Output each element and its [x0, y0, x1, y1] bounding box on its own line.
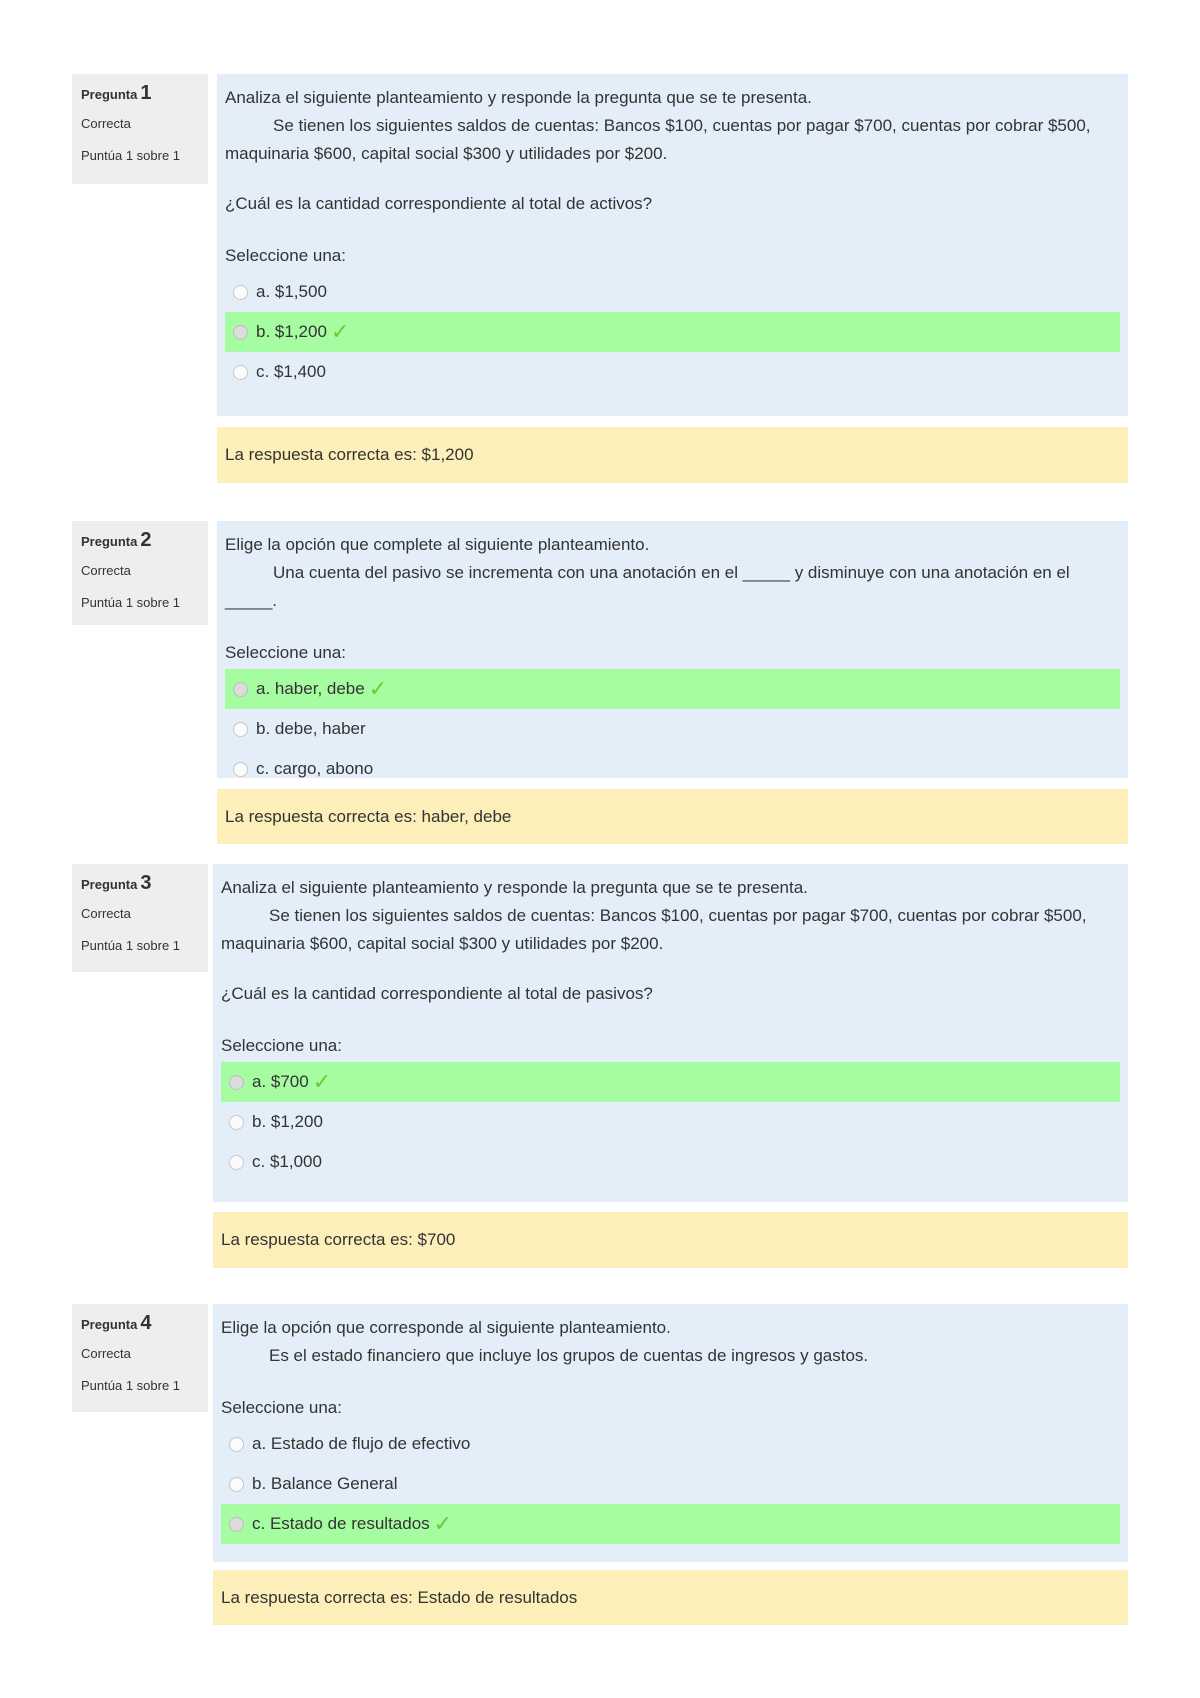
question-grade: Puntúa 1 sobre 1 [81, 148, 181, 163]
question-text: ¿Cuál es la cantidad correspondiente al total de pasivos? [221, 984, 653, 1003]
option-label: c. cargo, abono [256, 759, 374, 778]
radio-icon[interactable] [229, 1075, 244, 1090]
answer-option-correct[interactable] [225, 312, 1120, 352]
answer-option-correct[interactable] [225, 669, 1120, 709]
question-label: Pregunta [81, 1317, 138, 1332]
question-statement: Se tienen los siguientes saldos de cuentas: Bancos $100, cuentas por pagar $700, cuentas por cobrar $500, maquinaria $600, capital social $300 y utilidades por $200. [221, 906, 1087, 953]
question-number: 1 [140, 82, 152, 104]
answer-option[interactable] [225, 709, 1120, 749]
question-label: Pregunta [81, 87, 138, 102]
answer-option[interactable] [225, 272, 1120, 312]
checkmark-icon: ✓ [330, 319, 350, 344]
answer-option[interactable] [225, 352, 1120, 392]
checkmark-icon: ✓ [312, 1069, 332, 1094]
answer-option[interactable] [221, 1464, 1120, 1504]
answer-option[interactable] [221, 1142, 1120, 1182]
question-formulation [213, 1304, 1128, 1562]
radio-icon[interactable] [229, 1437, 244, 1452]
answer-option[interactable] [221, 1424, 1120, 1464]
option-label: a. haber, debe [256, 679, 365, 698]
answer-option-correct[interactable] [221, 1062, 1120, 1102]
question-title [81, 1312, 199, 1336]
question-grade: Puntúa 1 sobre 1 [81, 938, 181, 953]
select-prompt: Seleccione una: [225, 246, 346, 265]
question-formulation [217, 521, 1128, 778]
radio-icon[interactable] [233, 365, 248, 380]
answer-option[interactable] [225, 749, 1120, 789]
question-grade: Puntúa 1 sobre 1 [81, 1378, 181, 1393]
checkmark-icon: ✓ [433, 1511, 453, 1536]
correct-answer-feedback: La respuesta correcta es: $700 [213, 1212, 1128, 1268]
question-grade: Puntúa 1 sobre 1 [81, 595, 181, 610]
question-number: 4 [140, 1312, 152, 1334]
checkmark-icon: ✓ [368, 676, 388, 701]
question-state: Correcta [81, 563, 131, 578]
question-title [81, 872, 199, 896]
correct-answer-feedback: La respuesta correcta es: Estado de resultados [213, 1570, 1128, 1625]
question-statement: Se tienen los siguientes saldos de cuentas: Bancos $100, cuentas por pagar $700, cuentas por cobrar $500, maquinaria $600, capital social $300 y utilidades por $200. [225, 116, 1091, 163]
answer-options [225, 272, 1120, 392]
correct-answer-feedback: La respuesta correcta es: haber, debe [217, 789, 1128, 844]
question-intro: Elige la opción que complete al siguiente planteamiento. [225, 535, 650, 554]
question-label: Pregunta [81, 534, 138, 549]
question-intro: Elige la opción que corresponde al siguiente planteamiento. [221, 1318, 671, 1337]
question-title [81, 529, 199, 553]
select-prompt: Seleccione una: [221, 1398, 342, 1417]
question-formulation [213, 864, 1128, 1202]
answer-options [225, 669, 1120, 789]
question-number: 3 [140, 872, 152, 894]
question-state: Correcta [81, 906, 131, 921]
question-text: ¿Cuál es la cantidad correspondiente al total de activos? [225, 194, 653, 213]
option-label: a. $700 [252, 1072, 309, 1091]
radio-icon[interactable] [233, 325, 248, 340]
option-label: c. $1,000 [252, 1152, 322, 1171]
radio-icon[interactable] [229, 1115, 244, 1130]
question-intro: Analiza el siguiente planteamiento y responde la pregunta que se te presenta. [221, 878, 808, 897]
select-prompt: Seleccione una: [221, 1036, 342, 1055]
answer-option-correct[interactable] [221, 1504, 1120, 1544]
answer-options [221, 1062, 1120, 1182]
question-info [72, 1304, 208, 1412]
question-info [72, 864, 208, 972]
radio-icon[interactable] [229, 1517, 244, 1532]
correct-answer-feedback: La respuesta correcta es: $1,200 [217, 427, 1128, 483]
option-label: c. $1,400 [256, 362, 326, 381]
question-state: Correcta [81, 116, 131, 131]
question-statement: Una cuenta del pasivo se incrementa con una anotación en el _____ y disminuye con una anotación en el _____. [225, 563, 1070, 610]
option-label: b. debe, haber [256, 719, 366, 738]
radio-icon[interactable] [229, 1155, 244, 1170]
option-label: b. $1,200 [256, 322, 327, 341]
question-info [72, 521, 208, 625]
question-statement: Es el estado financiero que incluye los grupos de cuentas de ingresos y gastos. [269, 1346, 869, 1365]
select-prompt: Seleccione una: [225, 643, 346, 662]
radio-icon[interactable] [233, 682, 248, 697]
radio-icon[interactable] [229, 1477, 244, 1492]
option-label: b. Balance General [252, 1474, 398, 1493]
radio-icon[interactable] [233, 722, 248, 737]
radio-icon[interactable] [233, 285, 248, 300]
question-title [81, 82, 199, 106]
option-label: c. Estado de resultados [252, 1514, 430, 1533]
question-info [72, 74, 208, 184]
question-intro: Analiza el siguiente planteamiento y responde la pregunta que se te presenta. [225, 88, 812, 107]
option-label: a. Estado de flujo de efectivo [252, 1434, 471, 1453]
answer-options [221, 1424, 1120, 1544]
question-number: 2 [140, 529, 152, 551]
answer-option[interactable] [221, 1102, 1120, 1142]
question-state: Correcta [81, 1346, 131, 1361]
option-label: b. $1,200 [252, 1112, 323, 1131]
question-label: Pregunta [81, 877, 138, 892]
question-formulation [217, 74, 1128, 416]
option-label: a. $1,500 [256, 282, 327, 301]
radio-icon[interactable] [233, 762, 248, 777]
